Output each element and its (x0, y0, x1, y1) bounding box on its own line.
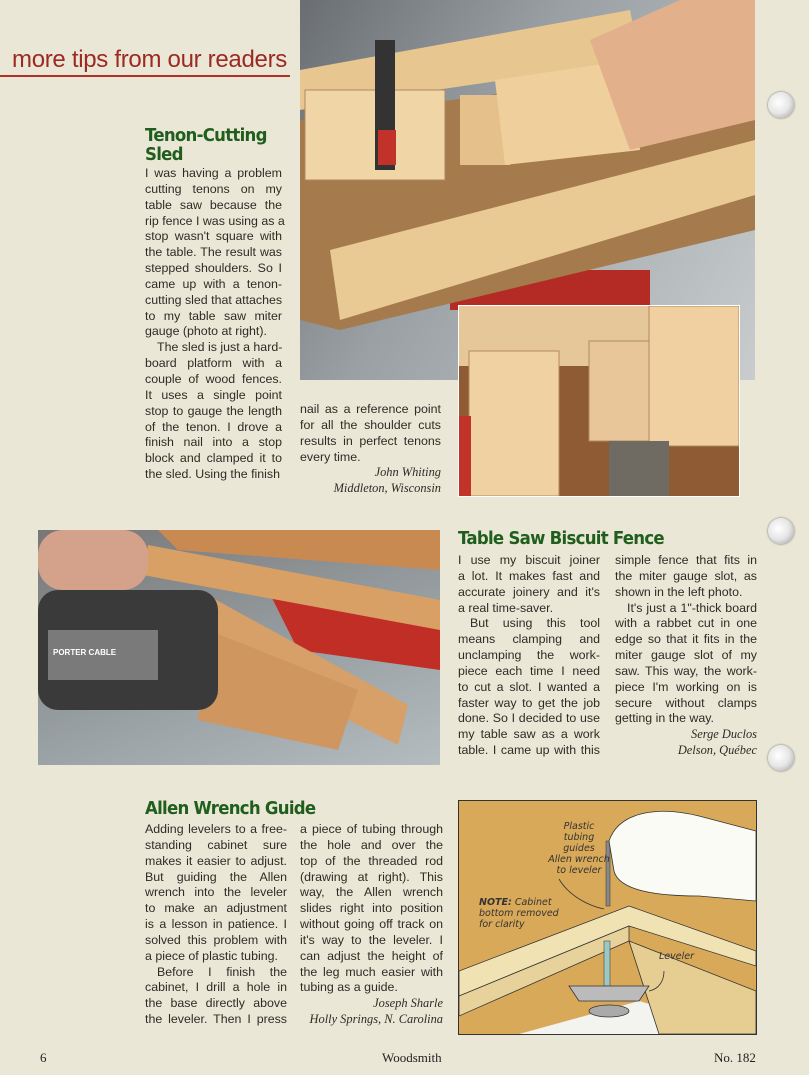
body-text-line: secure without clamps (615, 695, 757, 710)
body-text-line: standing cabinet sure (145, 837, 287, 852)
body-text-line: the leveler. Then I press (145, 1012, 287, 1027)
body-text-line: to cut a slot. I wanted a (458, 679, 600, 694)
body-text-line: means clamping and (458, 632, 600, 647)
body-text-line: table saw because the (145, 197, 282, 212)
body-text-line: way, the Allen wrench (300, 885, 443, 900)
tenon-title-line-1: Tenon-Cutting (145, 125, 267, 146)
body-text-line: (drawing at right). This (300, 869, 443, 884)
tenon-column-2 (300, 402, 441, 497)
tubing-label-line: Plastic (563, 821, 595, 832)
article-author: Serge Duclos (691, 727, 757, 742)
body-text-line: the leg much easier with (300, 964, 443, 979)
tenon-closeup-photo (458, 305, 740, 497)
article-author: John Whiting (374, 465, 441, 480)
section-title-rule (0, 75, 290, 77)
leveler-drawing (458, 800, 757, 1035)
body-text-line: the miter gauge slot, as (615, 568, 757, 583)
body-text-line: But using this tool (470, 616, 600, 631)
biscuit-fence-photo (38, 530, 440, 765)
body-text-line: the base directly above (145, 996, 287, 1011)
body-text-line: to make an adjustment (145, 901, 287, 916)
tenon-article-title (145, 126, 267, 164)
body-text-line: piece each time I need (458, 663, 600, 678)
tenon-title-line-2: Sled (145, 144, 183, 165)
body-text-line: faster way to get the job (458, 695, 600, 710)
body-text-line: top of the threaded rod (300, 853, 443, 868)
note-label-line: bottom removed (479, 908, 559, 919)
body-text-line: finish nail into a stop (145, 435, 282, 450)
binder-hole (768, 92, 794, 118)
biscuit-column-2 (615, 553, 757, 759)
body-text-line: block and clamped it to (145, 451, 282, 466)
body-text-line: couple of wood fences. (145, 371, 282, 386)
binder-hole (768, 745, 794, 771)
body-text-line: the hole and over the (300, 837, 443, 852)
tubing-label-line: tubing (563, 832, 595, 843)
body-text-line: my table saw as a work (458, 727, 600, 742)
body-text-line: cutting sled that attaches (145, 292, 283, 307)
body-text-line: simple fence that fits in (615, 553, 757, 567)
body-text-line: Adding levelers to a free- (145, 822, 287, 836)
body-text-line: every time. (300, 449, 361, 464)
body-text-line: it's way to the leveler. I (300, 932, 443, 947)
magazine-name: Woodsmith (382, 1050, 442, 1065)
body-text-line: is a lesson in patience. I (145, 917, 287, 932)
body-text-line: cabinet, I drill a hole in (145, 980, 287, 995)
body-text-line: getting in the way. (615, 711, 714, 726)
body-text-line: It's just a 1"-thick board (627, 600, 757, 615)
body-text-line: a lot. It makes fast and (458, 568, 600, 583)
body-text-line: done. So I decided to use (458, 711, 600, 726)
body-text-line: stepped shoulders. So I (145, 261, 282, 276)
article-location: Holly Springs, N. Carolina (309, 1012, 443, 1027)
body-text-line: a piece of plastic tubing. (145, 948, 278, 963)
body-text-line: The sled is just a hard- (157, 340, 283, 355)
body-text-line: Before I finish the (157, 964, 287, 979)
note-label-line: Cabinet (514, 897, 552, 908)
body-text-line: can adjust the height of (300, 948, 443, 963)
body-text-line: without going off track on (300, 917, 443, 932)
biscuit-article-title: Table Saw Biscuit Fence (458, 528, 664, 549)
tubing-label-line: guides (563, 843, 595, 854)
tubing-label (529, 821, 629, 876)
body-text-line: accurate joinery and it's (458, 584, 600, 599)
allen-column-2 (300, 822, 443, 1028)
note-label-bold: NOTE: (479, 897, 512, 908)
body-text-line: piece I'm working on is (615, 679, 757, 694)
body-text-line: tubing as a guide. (300, 980, 398, 995)
body-text-line: the sled. Using the finish (145, 467, 280, 482)
issue-number: No. 182 (714, 1050, 756, 1065)
tenon-column-1 (145, 166, 285, 483)
body-text-line: slides right into position (300, 901, 443, 916)
article-location: Middleton, Wisconsin (333, 481, 441, 496)
body-text-line: for all the shoulder cuts (300, 417, 441, 432)
body-text-line: nail as a reference point (300, 402, 441, 416)
article-author: Joseph Sharle (373, 996, 443, 1011)
body-text-line: the table. The result was (145, 245, 282, 260)
body-text-line: of the tenon. I drove a (145, 419, 282, 434)
body-text-line: saw. This way, the work- (615, 663, 757, 678)
note-label-line: for clarity (479, 919, 525, 930)
note-label (479, 897, 559, 930)
body-text-line: gauge (photo at right). (145, 324, 267, 339)
biscuit-column-1 (458, 553, 600, 759)
body-text-line: a piece of tubing through (300, 822, 443, 836)
body-text-line: results in perfect tenons (300, 433, 441, 448)
body-text-line: miter gauge slot of my (615, 648, 757, 663)
body-text-line: It uses a single point (145, 387, 282, 402)
body-text-line: unclamping the work- (458, 648, 600, 663)
body-text-line: with a rabbet cut in one (615, 616, 757, 631)
body-text-line: cutting tenons on my (145, 181, 282, 196)
body-text-line: I use my biscuit joiner (458, 553, 600, 567)
joiner-brand-label: PORTER CABLE (53, 648, 117, 657)
body-text-line: edge so that it fits in the (615, 632, 757, 647)
body-text-line: table. I came up with this (458, 743, 600, 758)
leveler-label: Leveler (659, 951, 694, 962)
binder-hole (768, 518, 794, 544)
page-number: 6 (40, 1050, 47, 1065)
body-text-line: solved this problem with (145, 932, 287, 947)
section-title: more tips from our readers (12, 46, 287, 73)
body-text-line: board platform with a (145, 356, 282, 371)
body-text-line: came up with a tenon- (145, 276, 282, 291)
body-text-line: makes it easier to adjust. (145, 853, 287, 868)
body-text-line: shown in the left photo. (615, 584, 743, 599)
body-text-line: a real time-saver. (458, 600, 554, 615)
tenon-closeup-art (459, 306, 739, 496)
body-text-line: wrench into the leveler (145, 885, 287, 900)
body-text-line: to my table saw miter (145, 308, 282, 323)
article-location: Delson, Québec (677, 743, 757, 758)
body-text-line: I was having a problem (145, 166, 282, 180)
body-text-line: stop wasn't square with (145, 229, 282, 244)
body-text-line: But guiding the Allen (145, 869, 287, 884)
body-text-line: stop to gauge the length (145, 403, 282, 418)
body-text-line: rip fence I was using as a (145, 213, 285, 228)
tubing-label-line: Allen wrench (548, 854, 610, 865)
tubing-label-line: to leveler (556, 865, 602, 876)
allen-article-title: Allen Wrench Guide (145, 798, 316, 819)
allen-column-1 (145, 822, 287, 1028)
